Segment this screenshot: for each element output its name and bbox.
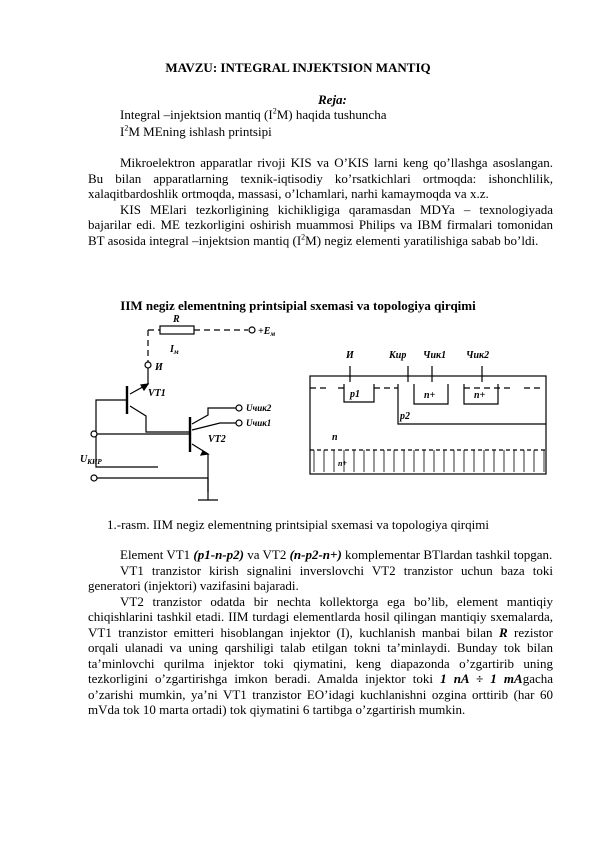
superscript: 2	[272, 106, 277, 116]
paragraph	[88, 547, 553, 563]
paragraph: VT1 tranzistor kirish signalini inverslovchi VT2 tranzistor uchun baza toki generatori (injektori) vazifasini bajaradi.	[88, 562, 553, 593]
paragraph-text: rezistor orqali ulanadi va uning qarshiligi talab etilgan tokni ta’minlaydi. Bunday tok bilan ta’minlovchi qurilma injektor toki qiymatini, keng diapazonda o’zgartirib uning tezkorligini o’zgartirishga imkon beradi. Amalda injektor toki	[88, 624, 553, 686]
paragraph-text: komplementar BTlardan tashkil topgan.	[341, 547, 553, 562]
terminal-label: Чик1	[423, 350, 447, 361]
topology-section	[310, 366, 546, 474]
figure-title: IIM negiz elementning printsipial sxemasi va topologiya qirqimi	[120, 298, 476, 313]
resistor-symbol	[160, 326, 194, 334]
paragraph-text: gacha o’zarishi mumkin, ya’ni VT1 tranzistor EO’idagi kuchlanishni ozgina orttirib (har 60 mVda tok 10 marta ortadi) tok qiymatini 6 tartibga o’zgartirish mumkin.	[88, 671, 553, 717]
terminal-label: Кир	[389, 350, 407, 361]
intro-section	[88, 155, 553, 248]
n-plus-region-label: n+	[424, 390, 436, 401]
resistor-label: R	[173, 314, 180, 325]
superscript: 2	[124, 123, 129, 133]
input-terminal	[91, 431, 97, 437]
figure-caption: 1.-rasm. IIM negiz elementning printsipial sxemasi va topologiya qirqimi	[107, 517, 489, 532]
plan-item	[120, 107, 386, 123]
p2-region-label: p2	[400, 411, 410, 422]
plan-heading: Reja:	[318, 92, 347, 107]
input-terminal	[91, 475, 97, 481]
supply-label: $+E_м$	[258, 326, 276, 338]
terminal-label: И	[346, 350, 354, 361]
resistor-symbol-text: R	[498, 624, 508, 640]
paragraph-text: KIS MElari tezkorligining kichikligiga qaramasdan MDYa – texnologiyada bajarilar edi. ME tezkorligini oshirish muammosi Philips va IBM firmalari tomonidan BT asosida integral –injektsion mantiq (I	[88, 201, 553, 248]
current-range: 1 nA ÷ 1 mA	[440, 671, 523, 686]
paragraph-text: VT2 tranzistor odatda bir nechta kollektorga ega bo’lib, element mantiqiy chiqishlarini tashkil etadi. IIM turdagi elementlarda hosil qilingan mantiqiy sxemalarda, VT1 tranzistor emitteri hisoblangan injektor (I), kuchlanish manbai bilan	[88, 593, 553, 640]
substrate-label: n+	[338, 459, 348, 468]
superscript: 2	[301, 232, 306, 242]
output-terminal	[236, 405, 242, 411]
transistor-structure: (n-p2-n+)	[289, 547, 342, 562]
vt2-label: VT2	[208, 434, 226, 445]
paragraph: Mikroelektron apparatlar rivoji KIS va O’KIS larni keng qo’llashga asoslangan. Bu bilan apparatlarning texnik-iqtisodiy ko’rsatkichlari ortmoqda: ishonchlilik, xalaqitbardoshlik ortmoqda, massasi, o’lchamlari, narhi kamaymoqda va x.z.	[88, 155, 553, 201]
paragraph-text: va VT2	[243, 547, 290, 562]
injector-node	[145, 362, 151, 368]
transistor-structure: (p1-n-p2)	[193, 547, 244, 562]
output-label: Uчик1	[246, 418, 272, 428]
circuit-labels	[80, 314, 275, 466]
page-title: MAVZU: INTEGRAL INJEKTSION MANTIQ	[165, 60, 431, 75]
paragraph-text: M) negiz elementi yaratilishiga sabab bo’ldi.	[305, 232, 539, 248]
plan-item-text: Integral –injektsion mantiq (I	[120, 107, 273, 122]
output-terminal	[236, 420, 242, 426]
paragraph	[88, 202, 553, 249]
n-plus-region-label: n+	[474, 390, 486, 401]
p1-region-label: p1	[350, 389, 360, 400]
supply-terminal	[249, 327, 255, 333]
body-section	[88, 547, 553, 718]
plan-item	[120, 124, 272, 140]
node-label: И	[155, 362, 163, 373]
n-region-label: n	[332, 432, 338, 443]
output-label: Uчик2	[246, 403, 272, 413]
paragraph	[88, 594, 553, 718]
vt1-label: VT1	[148, 388, 166, 399]
plan-item-text: I	[120, 124, 125, 139]
terminal-label: Чик2	[466, 350, 490, 361]
input-label: $U_{КИР}$	[80, 454, 102, 466]
plan-item-text: M MEning ishlash printsipi	[128, 124, 272, 139]
plan-item-text: M) haqida tushuncha	[276, 107, 387, 122]
figure-diagram	[78, 312, 558, 517]
injector-current-label: $I_м$	[170, 344, 179, 356]
paragraph-text: Element VT1	[120, 547, 194, 562]
